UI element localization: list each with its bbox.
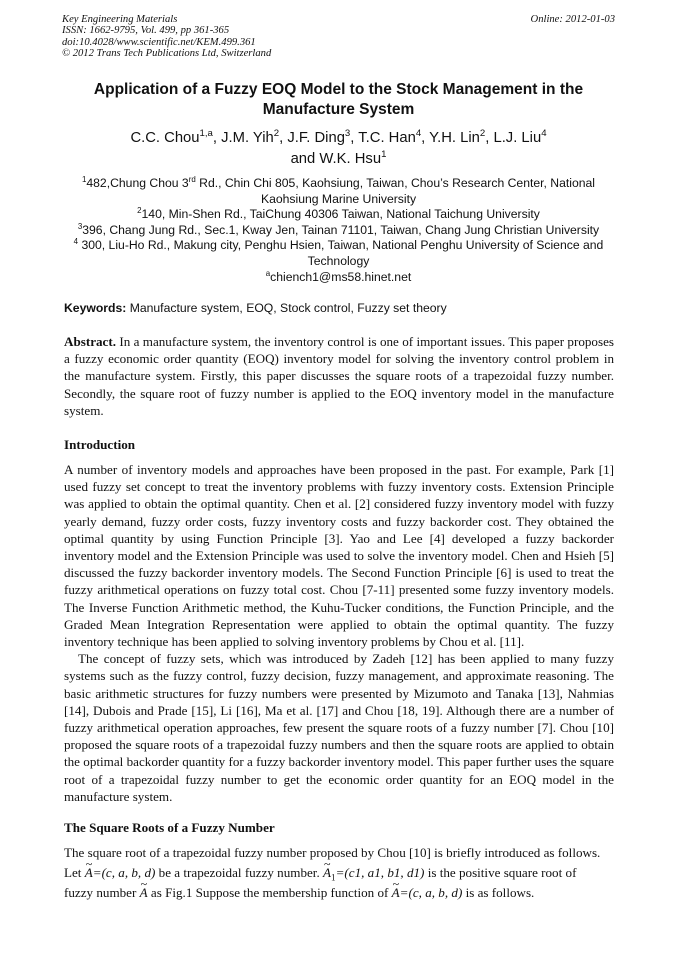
keywords-label: Keywords: [64,301,127,315]
author-list: C.C. Chou$^{1,a}$, J.M. Yih$^2$, J.F. Ding$^3$, T.C. Han$^4$, Y.H. Lin$^2$, L.J. Liu$^4$ and W.K. Hsu$^1$ [130,128,547,167]
fuzzy-var-A1: ~ A [323,863,331,883]
square-roots-heading: The Square Roots of a Fuzzy Number [64,820,275,835]
equation: =(c, a, b, d) [399,885,463,900]
fuzzy-var-A: ~ A [392,883,400,903]
fuzzy-var-A: ~ A [85,863,93,883]
author-name: L.J. Liu [493,130,542,146]
journal-header [62,14,271,60]
authors-and: and [290,151,316,167]
paragraph-line: Let ~ A=(c, a, b, d) be a trapezoidal fuzzy number. ~ $A_1=(c1$, a1, b1, d1) is the positive square root of [64,863,614,883]
abstract-text: In a manufacture system, the inventory control is one of important issues. This paper proposes a fuzzy economic order quantity (EOQ) inventory model for solving the inventory control problem in the manufacture system. Firstly, this paper discusses the square roots of a trapezoidal fuzzy number. Secondly, the square root of fuzzy number is applied to the EOQ inventory model in the manufacture system. [64,334,614,418]
paper-title: Application of a Fuzzy EOQ Model to the Stock Management in the Manufacture System [93,81,584,118]
author-sup: 4 [415,128,422,140]
author-sup: 2 [273,128,280,140]
keywords-text: Manufacture system, EOQ, Stock control, Fuzzy set theory [126,301,447,315]
author-name: T.C. Han [358,130,416,146]
author-name: C.C. Chou [130,130,200,146]
equation: =(c1, a1, b1, d1) [335,865,425,880]
author-name: J.F. Ding [287,130,345,146]
introduction-body [64,461,614,805]
affiliations [62,176,615,285]
paragraph: A number of inventory models and approaches have been proposed in the past. For example, Park [1] used fuzzy set concept to treat the inventory problems with fuzzy inventory costs. Extension Principle was applied to obtain the optimal quantity. Chen et al. [2] considered fuzzy inventory model with fuzzy yearly demand, fuzzy order costs, fuzzy inventory costs and fuzzy backorder cost. They obtained the optimal quantity by using Function Principle [3]. Yao and Lee [4] developed a fuzzy backorder inventory model and the Extension Principle was used to solve the inventory model. Chen and Hsieh [5] discussed the fuzzy backorder inventory models. The Second Function Principle [6] is used to treat the fuzzy arithmetical operations on fuzzy total cost. Chou [7-11] presented some fuzzy inventory models. The Inverse Function Arithmetic method, the Kuhu-Tucker conditions, the Function Principle, and the Graded Mean Integration Representation were applied to obtain the optimal quantity. The fuzzy inventory technique has been applied to solving inventory problems by Chou et al. [11]. [64,462,614,650]
author-sup: 2 [479,128,486,140]
abstract [64,333,614,419]
author-name: W.K. Hsu [319,151,382,167]
online-date: Online: 2012-01-03 [530,14,615,25]
journal-name: Key Engineering Materials [62,14,178,25]
author-sup: 1 [381,149,387,161]
paragraph: The concept of fuzzy sets, which was introduced by Zadeh [12] has been applied to many fuzzy systems such as the fuzzy control, fuzzy decision, fuzzy management, and approximate reasoning. The basic arithmetic structures for fuzzy numbers were presented by Mizumoto and Tanaka [13], Nahmias [14], Dubois and Prade [15], Li [16], Ma et al. [17] and Chou [18, 19]. Although there are a number of fuzzy arithmetical operation approaches, few present the square roots of a fuzzy number [7]. Chou [10] proposed the square roots of a trapezoidal fuzzy numbers and then the square roots are applied to obtain the optimal backorder quantity for a fuzzy backorder inventory model. This paper further uses the square root of a trapezoidal fuzzy number to get the economic order quantity for an EOQ model in the manufacture system. [64,651,614,804]
affiliation-2: $^2$140, Min-Shen Rd., TaiChung 40306 Taiwan, National Taichung University [137,206,540,222]
issn-line: ISSN: 1662-9795, Vol. 499, pp 361-365 [62,25,230,37]
keywords [64,301,614,316]
affiliation-4: $^4$ 300, Liu-Ho Rd., Makung city, Penghu Hsien, Taiwan, National Penghu University of Science and Technology [73,237,604,268]
author-name: J.M. Yih [221,130,274,146]
author-sup: 1,a [199,128,213,140]
paragraph-line: The square root of a trapezoidal fuzzy number proposed by Chou [10] is briefly introduced as follows. [64,845,601,860]
affiliation-3: $^3$396, Chang Jung Rd., Sec.1, Kway Jen, Tainan 71101, Taiwan, Chang Jung Christian University [77,221,600,237]
square-roots-body [64,843,614,903]
paragraph-line: fuzzy number ~ A as Fig.1 Suppose the membership function of ~ A=(c, a, b, d) is as follows. [64,883,614,903]
fuzzy-var-A: ~ A [140,883,148,903]
equation: =(c, a, b, d) [92,865,156,880]
abstract-label: Abstract. [64,334,116,349]
copyright-line: © 2012 Trans Tech Publications Ltd, Switzerland [62,48,272,60]
doi-line: doi:10.4028/www.scientific.net/KEM.499.361 [62,36,256,48]
author-sup: 3 [344,128,351,140]
author-name: Y.H. Lin [429,130,480,146]
author-sup: 4 [541,128,547,140]
introduction-heading: Introduction [64,437,136,452]
affiliation-1: $^1$482,Chung Chou 3rd Rd., Chin Chi 805, Kaohsiung, Taiwan, Chou’s Research Center, National Kaohsiung Marine University [81,174,596,206]
author-email: $^a$chiench1@ms58.hinet.net [265,268,412,284]
